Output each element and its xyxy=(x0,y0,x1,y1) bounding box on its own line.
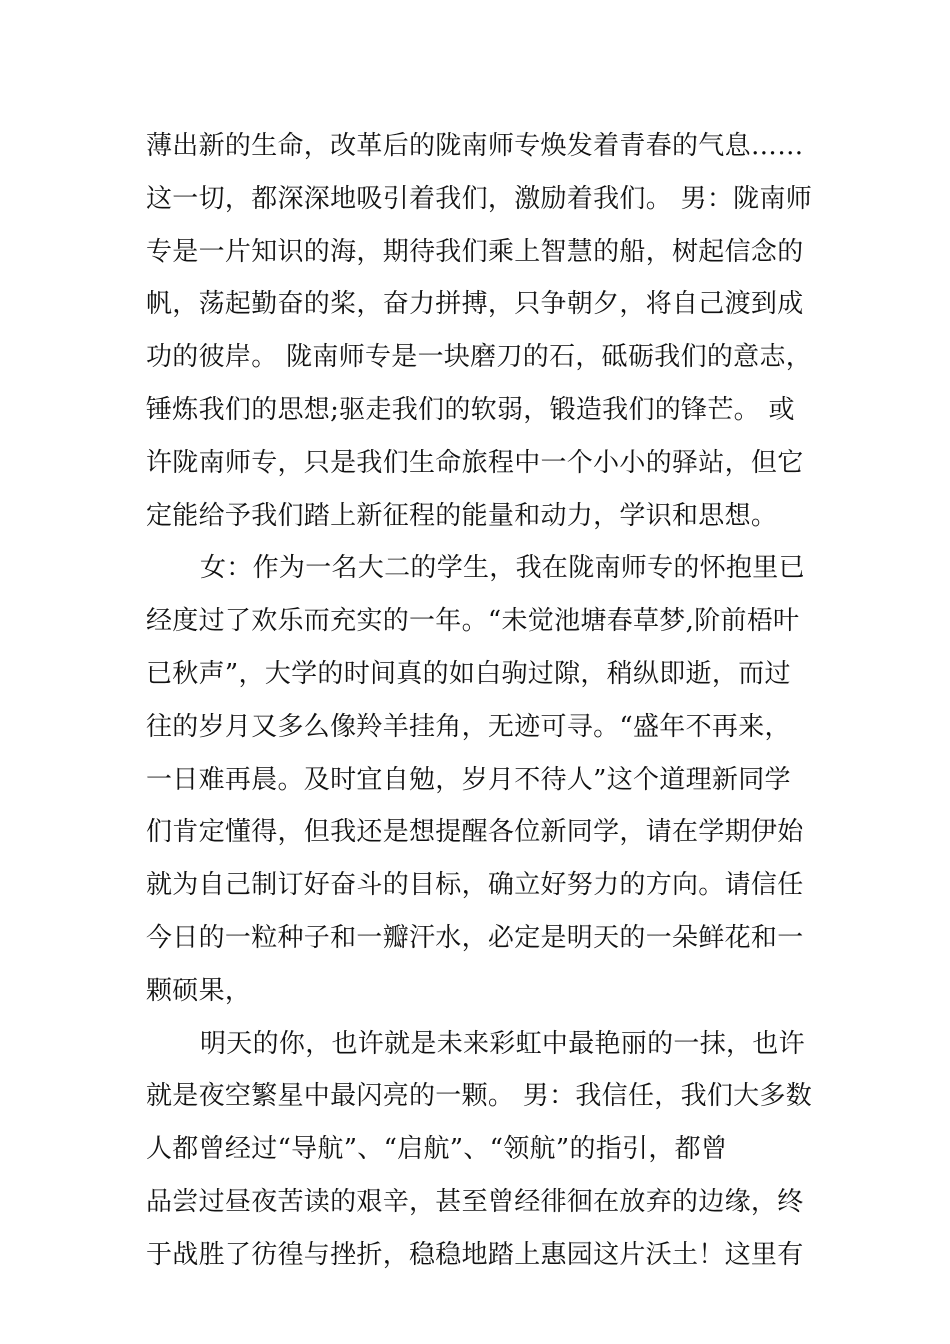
text-line: 专是一片知识的海，期待我们乘上智慧的船，树起信念的 xyxy=(146,236,804,267)
text-line: 颗硕果， xyxy=(146,975,252,1006)
text-line: 已秋声”，大学的时间真的如白驹过隙，稍纵即逝，而过 xyxy=(146,658,791,689)
paragraph-start-line: 女：作为一名大二的学生，我在陇南师专的怀抱里已 xyxy=(200,553,805,584)
text-line: 功的彼岸。 陇南师专是一块磨刀的石，砥砺我们的意志， xyxy=(146,342,813,373)
text-line: 定能给予我们踏上新征程的能量和动力，学识和思想。 xyxy=(146,500,778,531)
paragraph-start-line: 明天的你，也许就是未来彩虹中最艳丽的一抹，也许 xyxy=(200,1028,805,1059)
text-line: 们肯定懂得，但我还是想提醒各位新同学，请在学期伊始 xyxy=(146,817,804,848)
text-line: 锤炼我们的思想;驱走我们的软弱，锻造我们的锋芒。 或 xyxy=(146,394,795,425)
text-line: 就为自己制订好奋斗的目标，确立好努力的方向。请信任 xyxy=(146,870,804,901)
text-line: 薄出新的生命，改革后的陇南师专焕发着青春的气息…… xyxy=(146,131,804,161)
text-line: 今日的一粒种子和一瓣汗水，必定是明天的一朵鲜花和一 xyxy=(146,922,804,953)
text-line: 往的岁月又多么像羚羊挂角，无迹可寻。“盛年不再来， xyxy=(146,711,791,742)
body-text xyxy=(146,124,813,1286)
text-line: 于战胜了彷徨与挫折，稳稳地踏上惠园这片沃土！这里有 xyxy=(146,1239,804,1270)
text-line: 帆，荡起勤奋的桨，奋力拼搏，只争朝夕，将自己渡到成 xyxy=(146,289,804,320)
text-line: 这一切，都深深地吸引着我们，激励着我们。 男：陇南师 xyxy=(146,183,813,214)
text-line: 经度过了欢乐而充实的一年。“未觉池塘春草梦,阶前梧叶 xyxy=(146,606,800,637)
text-line: 就是夜空繁星中最闪亮的一颗。 男：我信任，我们大多数 xyxy=(146,1081,813,1112)
text-line: 人都曾经过“导航”、“启航”、“领航”的指引，都曾 xyxy=(146,1134,728,1165)
text-line: 许陇南师专，只是我们生命旅程中一个小小的驿站，但它 xyxy=(146,447,804,478)
text-line: 一日难再晨。及时宜自勉，岁月不待人”这个道理新同学 xyxy=(146,764,791,795)
text-line: 品尝过昼夜苦读的艰辛，甚至曾经徘徊在放弃的边缘，终 xyxy=(146,1186,804,1217)
